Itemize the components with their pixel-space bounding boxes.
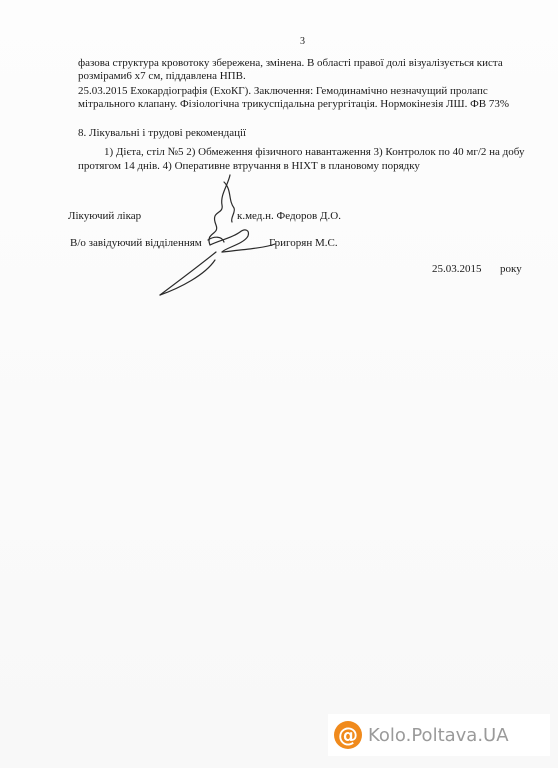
site-watermark (328, 714, 550, 756)
body-line-2: розмірами6 х7 см, піддавлена НПВ. (78, 70, 246, 82)
acting-head-name: Григорян М.С. (269, 237, 338, 249)
body-line-3: 25.03.2015 Ехокардіографія (ЕхоКГ). Заключення: Гемодинамічно незначущий пролапс (78, 85, 488, 97)
handwritten-signature (150, 170, 280, 305)
document-date: 25.03.2015 (432, 263, 482, 275)
section-heading: 8. Лікувальні і трудові рекомендації (78, 127, 247, 139)
attending-doctor-label: Лікуючий лікар (68, 210, 142, 222)
page-number: 3 (300, 36, 305, 47)
year-word: року (500, 263, 522, 275)
at-sign-icon: @ (334, 721, 362, 749)
body-line-1: фазова структура кровотоку збережена, змінена. В області правої долі візуалізується киста (78, 57, 503, 69)
body-line-4: мітрального клапану. Фізіологічна трикуспідальна регургітація. Нормокінезія ЛШ. ФВ 73% (78, 98, 510, 110)
recommendations-line-1: 1) Дієта, стіл №5 2) Обмеження фізичного навантаження 3) Контролок по 40 мг/2 на добу (104, 146, 525, 158)
watermark-text: Kolo.Poltava.UA (368, 724, 509, 746)
recommendations-line-2: протягом 14 днів. 4) Оперативне втручання в НІХТ в плановому порядку (78, 160, 420, 172)
acting-head-label: В/о завідуючий відділенням (70, 237, 202, 249)
attending-doctor-name: к.мед.н. Федоров Д.О. (237, 210, 341, 222)
